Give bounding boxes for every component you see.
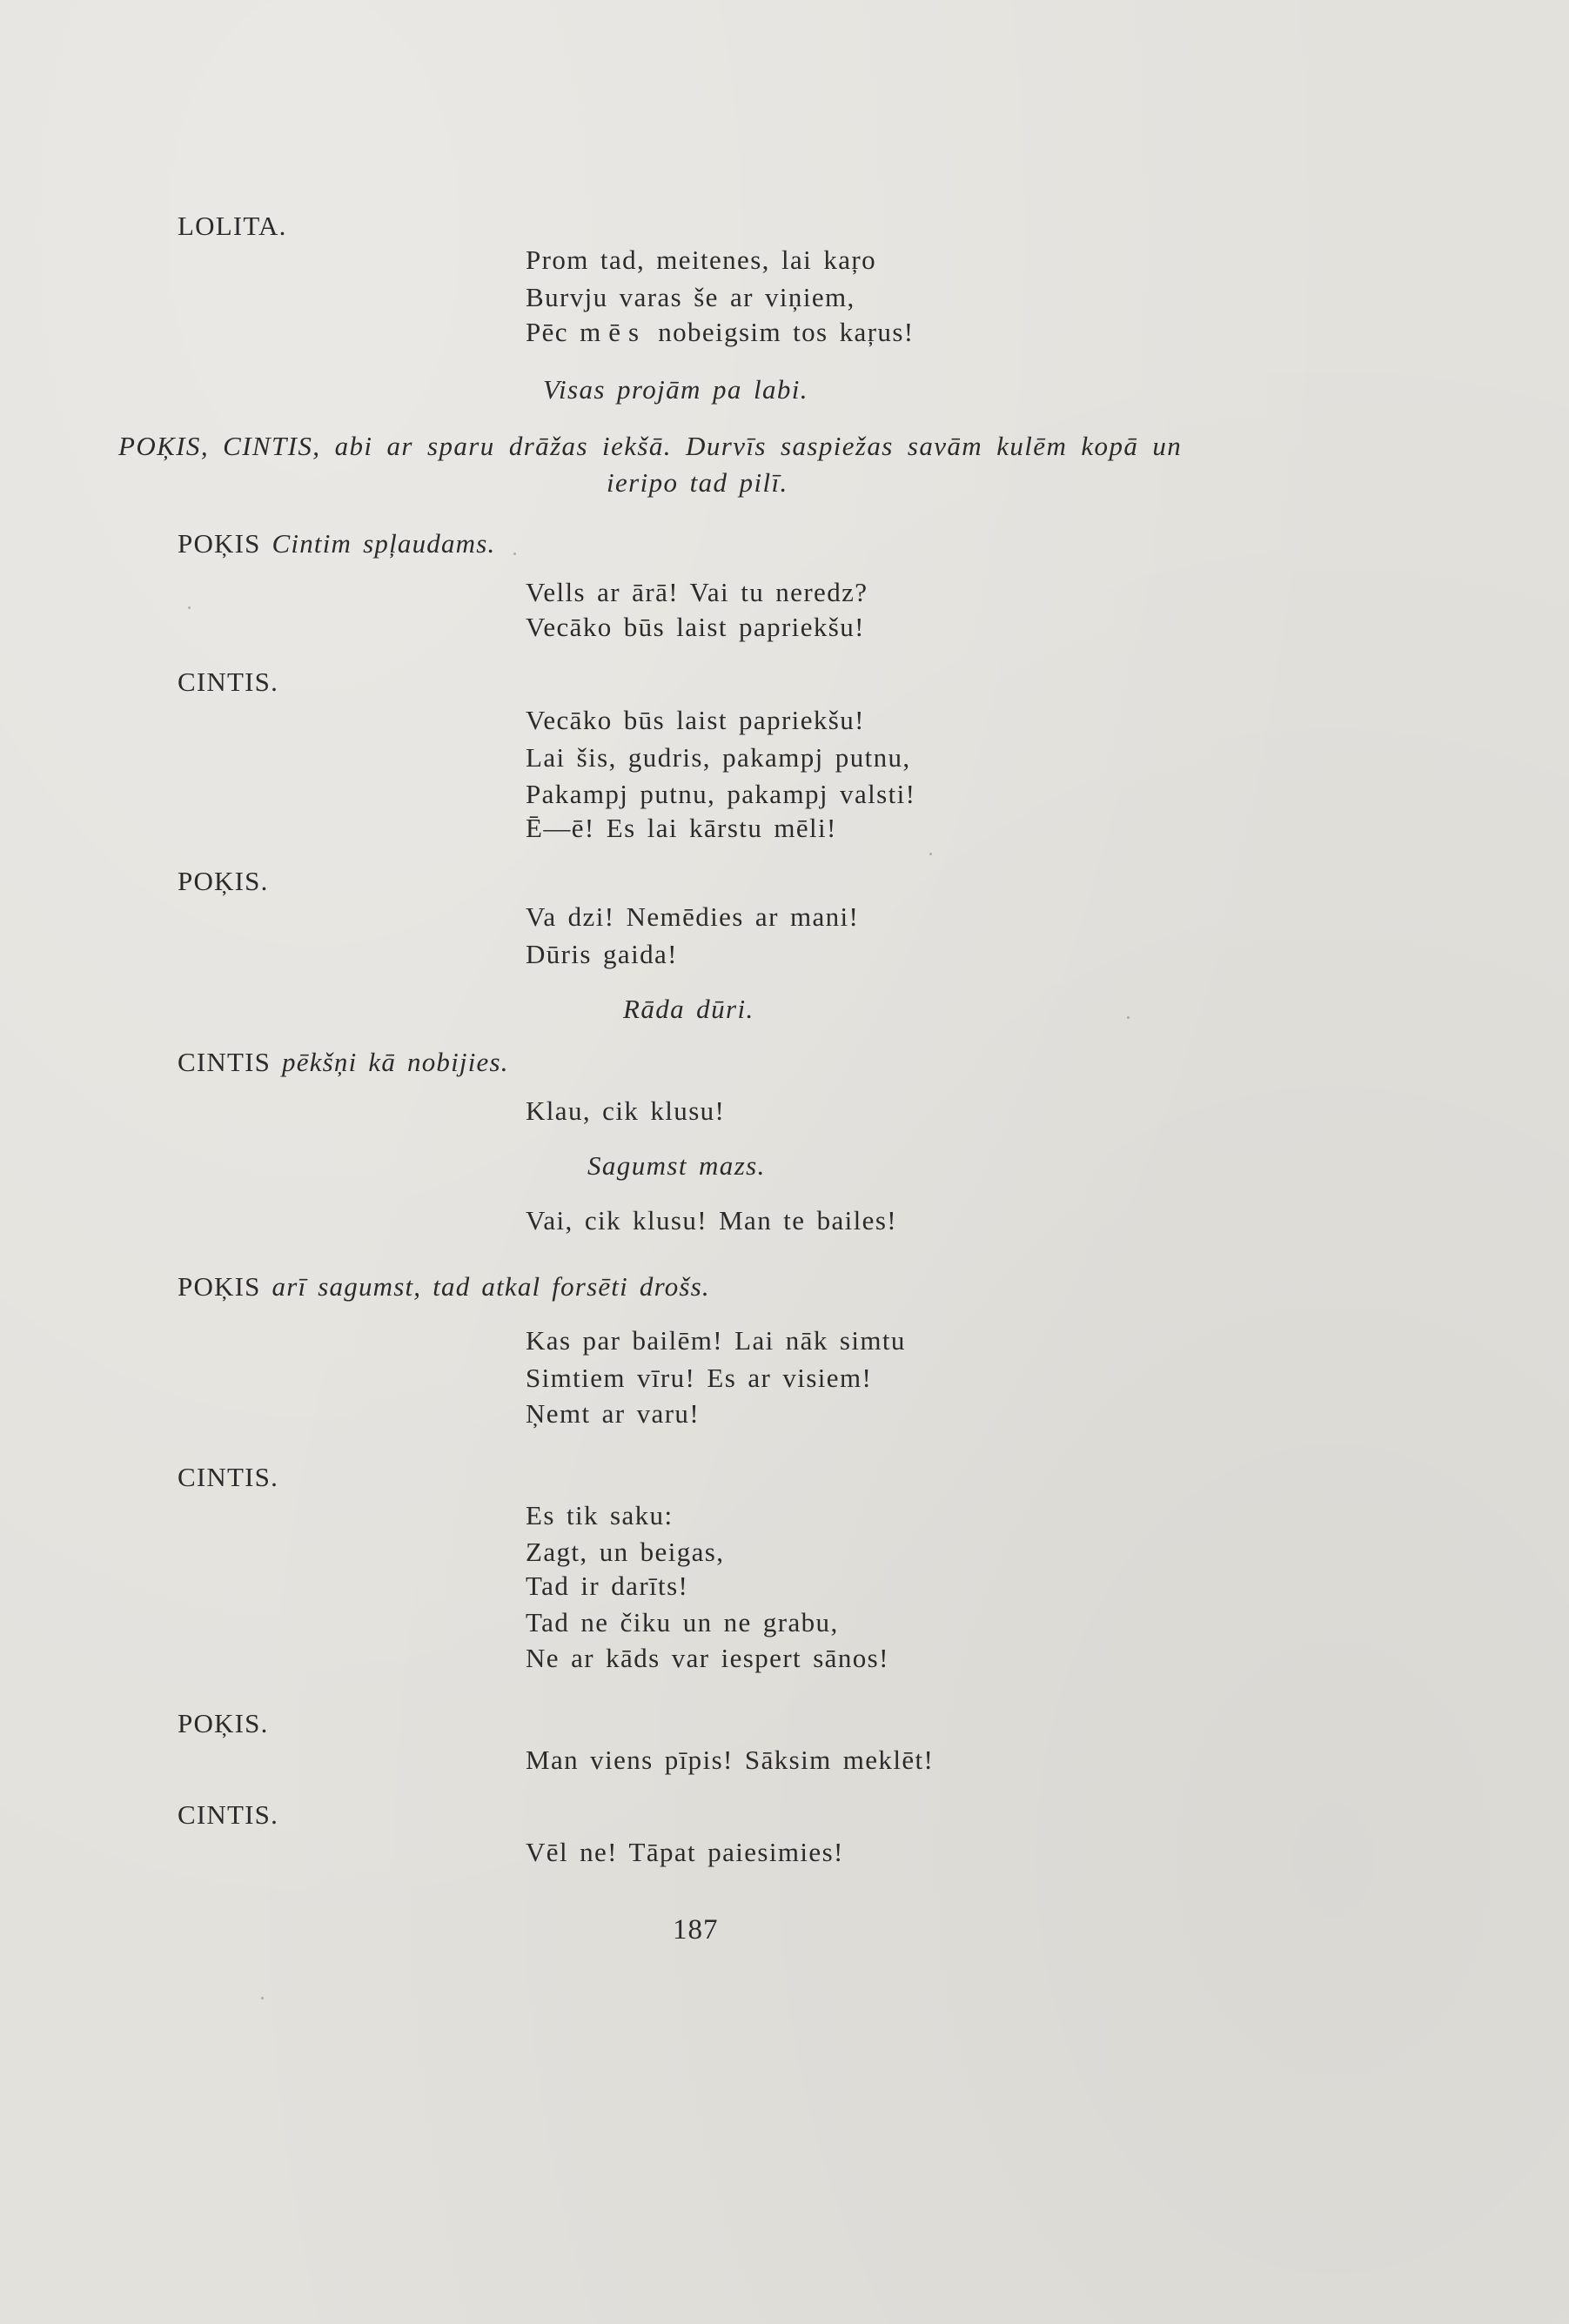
speaker-name: LOLITA. bbox=[178, 211, 287, 241]
speaker-direction: arī sagumst, tad atkal forsēti drošs. bbox=[272, 1271, 710, 1302]
speaker-name: POĶIS. bbox=[178, 866, 269, 896]
speaker-direction: Cintim spļaudams. bbox=[272, 528, 496, 559]
verse-line: Prom tad, meitenes, lai kaŗo bbox=[526, 244, 876, 275]
speaker-direction: pēkšņi kā nobijies. bbox=[282, 1047, 509, 1077]
paper-speck bbox=[929, 853, 932, 855]
stage-direction: Rāda dūri. bbox=[623, 994, 754, 1024]
speaker-name: POĶIS. bbox=[178, 1708, 269, 1738]
stage-direction: POĶIS, CINTIS, abi ar sparu drāžas iekšā. Durvīs saspiežas savām kulēm kopā un bbox=[118, 431, 1183, 461]
stage-direction: Visas projām pa labi. bbox=[543, 374, 808, 405]
verse-line: Dūris gaida! bbox=[526, 939, 678, 969]
verse-line: Tad ir darīts! bbox=[526, 1571, 689, 1601]
verse-line: Vēl ne! Tāpat paiesimies! bbox=[526, 1837, 844, 1867]
verse-line: Vecāko būs laist papriekšu! bbox=[526, 612, 865, 642]
speaker-name: POĶIS bbox=[178, 1271, 261, 1302]
verse-line: Lai šis, gudris, pakampj putnu, bbox=[526, 742, 911, 773]
speaker-name: CINTIS. bbox=[178, 1462, 279, 1492]
paper-speck bbox=[261, 1997, 264, 1999]
verse-line: Ne ar kāds var iespert sānos! bbox=[526, 1643, 889, 1673]
verse-line: Vells ar ārā! Vai tu neredz? bbox=[526, 577, 868, 607]
verse-line: Ņemt ar varu! bbox=[526, 1398, 701, 1429]
paper-speck bbox=[188, 606, 191, 609]
verse-line: Ē—ē! Es lai kārstu mēli! bbox=[526, 813, 837, 843]
verse-line: Man viens pīpis! Sāksim meklēt! bbox=[526, 1745, 935, 1775]
verse-line: Simtiem vīru! Es ar visiem! bbox=[526, 1363, 873, 1393]
speaker-name: CINTIS. bbox=[178, 666, 279, 697]
speaker-line bbox=[178, 526, 495, 561]
verse-line: Va dzi! Nemēdies ar mani! bbox=[526, 901, 860, 932]
speaker-name: CINTIS bbox=[178, 1047, 272, 1077]
verse-line: Vai, cik klusu! Man te bailes! bbox=[526, 1205, 898, 1236]
speaker-name: CINTIS. bbox=[178, 1799, 279, 1830]
verse-line: Zagt, un beigas, bbox=[526, 1537, 725, 1567]
verse-line: Es tik saku: bbox=[526, 1500, 674, 1530]
speaker-line bbox=[178, 1045, 509, 1080]
paper-speck bbox=[513, 553, 516, 555]
emphasized-word: mēs bbox=[580, 317, 647, 347]
verse-line: Klau, cik klusu! bbox=[526, 1095, 726, 1126]
page-number: 187 bbox=[673, 1914, 719, 1946]
speaker-line bbox=[178, 1269, 710, 1304]
stage-direction: Sagumst mazs. bbox=[587, 1150, 766, 1181]
verse-line: Pakampj putnu, pakampj valsti! bbox=[526, 779, 916, 809]
speaker-name: POĶIS bbox=[178, 528, 261, 559]
stage-direction: ieripo tad pilī. bbox=[607, 467, 788, 498]
verse-line: Burvju varas še ar viņiem, bbox=[526, 282, 855, 312]
verse-line: Vecāko būs laist papriekšu! bbox=[526, 705, 865, 735]
verse-line: Tad ne čiku un ne grabu, bbox=[526, 1607, 839, 1638]
paper-speck bbox=[1127, 1016, 1130, 1019]
verse-line: Pēc mēs nobeigsim tos kaŗus! bbox=[526, 317, 915, 347]
verse-line: Kas par bailēm! Lai nāk simtu bbox=[526, 1325, 906, 1356]
